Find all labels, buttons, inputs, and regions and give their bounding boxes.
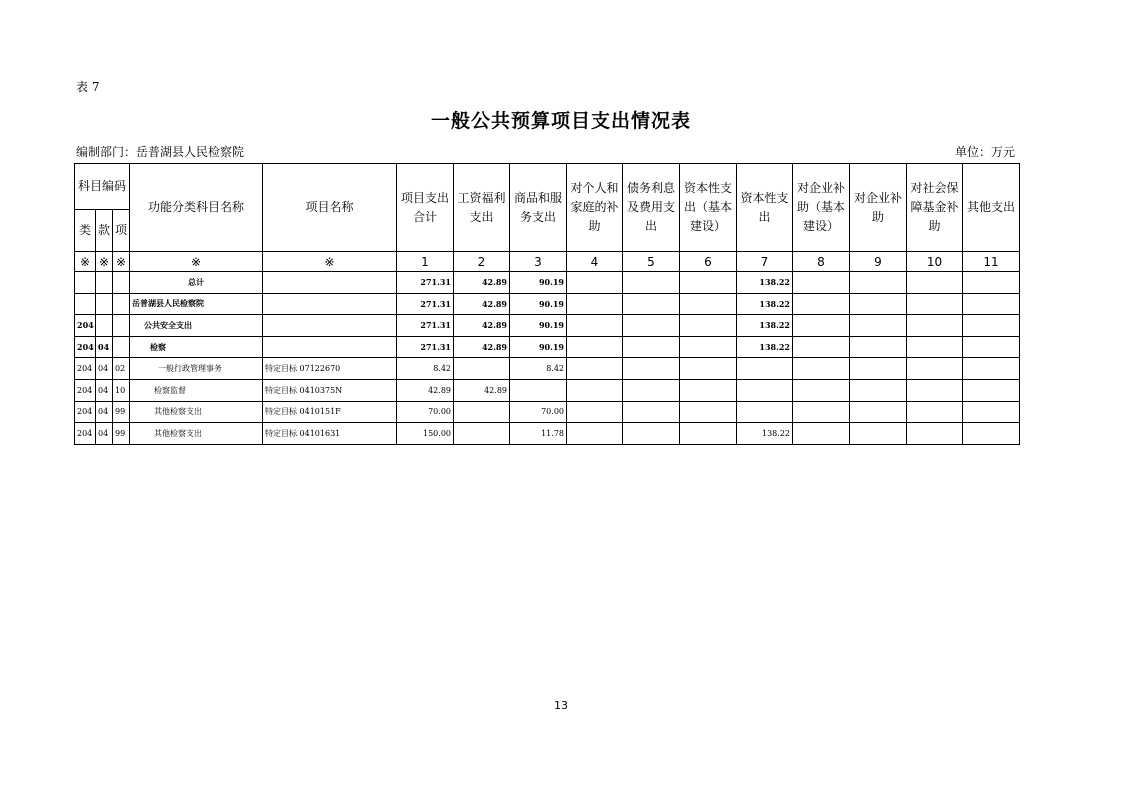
enterprise-subsidy-cell (850, 379, 907, 401)
function-name-cell: 其他检察支出 (130, 423, 263, 445)
table-row (75, 315, 1020, 337)
wage-header: 工资福利支出 (454, 164, 510, 252)
wage-cell: 42.89 (454, 272, 510, 294)
table-number: 表 7 (76, 80, 100, 94)
capital-construction-cell (680, 401, 737, 423)
social-security-cell (907, 423, 963, 445)
social-security-cell (907, 293, 963, 315)
enterprise-construction-cell (793, 358, 850, 380)
total-cell: 150.00 (397, 423, 454, 445)
kuan-header: 款 (96, 210, 113, 252)
goods-cell (510, 379, 567, 401)
household-subsidy-cell (567, 401, 623, 423)
goods-cell: 11.78 (510, 423, 567, 445)
xiang-cell (113, 293, 130, 315)
xiang-header: 项 (113, 210, 130, 252)
capital-construction-header: 资本性支出（基本建设） (680, 164, 737, 252)
wage-cell (454, 401, 510, 423)
enterprise-subsidy-header: 对企业补助 (850, 164, 907, 252)
goods-cell: 8.42 (510, 358, 567, 380)
capital-cell (737, 379, 793, 401)
enterprise-subsidy-cell (850, 401, 907, 423)
table-row (75, 272, 1020, 294)
table-row (75, 379, 1020, 401)
function-name-cell: 岳普湖县人民检察院 (130, 293, 263, 315)
lei-cell: 204 (75, 423, 96, 445)
kuan-cell (96, 272, 113, 294)
enterprise-construction-header: 对企业补助（基本建设） (793, 164, 850, 252)
debt-interest-cell (623, 293, 680, 315)
lei-cell (75, 272, 96, 294)
kuan-cell: 04 (96, 401, 113, 423)
marker-cell: ※ (75, 252, 96, 272)
project-name-cell (263, 336, 397, 358)
table-row (75, 336, 1020, 358)
debt-interest-cell (623, 336, 680, 358)
other-header: 其他支出 (963, 164, 1020, 252)
kuan-cell (96, 293, 113, 315)
capital-construction-cell (680, 423, 737, 445)
debt-interest-cell (623, 423, 680, 445)
marker-cell: ※ (113, 252, 130, 272)
social-security-cell (907, 315, 963, 337)
project-name-cell: 特定目标 0410375N (263, 379, 397, 401)
other-cell (963, 272, 1020, 294)
function-name-cell: 检察 (130, 336, 263, 358)
social-security-cell (907, 401, 963, 423)
function-name-header: 功能分类科目名称 (130, 164, 263, 252)
capital-construction-cell (680, 293, 737, 315)
marker-cell: 7 (737, 252, 793, 272)
debt-interest-cell (623, 315, 680, 337)
marker-cell: 11 (963, 252, 1020, 272)
goods-cell: 90.19 (510, 293, 567, 315)
household-subsidy-header: 对个人和家庭的补助 (567, 164, 623, 252)
capital-cell: 138.22 (737, 336, 793, 358)
marker-cell: 4 (567, 252, 623, 272)
wage-cell (454, 358, 510, 380)
other-cell (963, 358, 1020, 380)
capital-construction-cell (680, 272, 737, 294)
budget-table (74, 163, 1020, 445)
table-row (75, 401, 1020, 423)
xiang-cell: 99 (113, 401, 130, 423)
total-cell: 271.31 (397, 315, 454, 337)
debt-interest-header: 债务利息及费用支出 (623, 164, 680, 252)
capital-construction-cell (680, 315, 737, 337)
enterprise-subsidy-cell (850, 293, 907, 315)
function-name-cell: 其他检察支出 (130, 401, 263, 423)
enterprise-subsidy-cell (850, 336, 907, 358)
department-label: 编制部门：岳普湖县人民检察院 (76, 145, 245, 159)
wage-cell: 42.89 (454, 379, 510, 401)
page-number: 13 (554, 699, 568, 712)
table-row (75, 293, 1020, 315)
capital-cell (737, 358, 793, 380)
project-name-cell: 特定目标 04101631 (263, 423, 397, 445)
other-cell (963, 401, 1020, 423)
header-row (75, 164, 1020, 210)
project-name-cell: 特定目标 07122670 (263, 358, 397, 380)
debt-interest-cell (623, 379, 680, 401)
total-cell: 42.89 (397, 379, 454, 401)
capital-cell: 138.22 (737, 272, 793, 294)
other-cell (963, 336, 1020, 358)
function-name-cell: 总计 (130, 272, 263, 294)
kuan-cell: 04 (96, 379, 113, 401)
social-security-cell (907, 358, 963, 380)
enterprise-construction-cell (793, 423, 850, 445)
lei-header: 类 (75, 210, 96, 252)
household-subsidy-cell (567, 272, 623, 294)
household-subsidy-cell (567, 315, 623, 337)
marker-row (75, 252, 1020, 272)
capital-construction-cell (680, 336, 737, 358)
household-subsidy-cell (567, 379, 623, 401)
capital-construction-cell (680, 379, 737, 401)
page-title: 一般公共预算项目支出情况表 (430, 110, 691, 132)
project-name-cell: 特定目标 0410151F (263, 401, 397, 423)
marker-cell: 2 (454, 252, 510, 272)
xiang-cell: 10 (113, 379, 130, 401)
lei-cell: 204 (75, 379, 96, 401)
goods-cell: 90.19 (510, 336, 567, 358)
social-security-cell (907, 379, 963, 401)
enterprise-construction-cell (793, 272, 850, 294)
capital-cell: 138.22 (737, 293, 793, 315)
household-subsidy-cell (567, 423, 623, 445)
enterprise-construction-cell (793, 315, 850, 337)
lei-cell: 204 (75, 315, 96, 337)
lei-cell (75, 293, 96, 315)
code-group-header: 科目编码 (75, 164, 130, 210)
goods-cell: 90.19 (510, 272, 567, 294)
function-name-cell: 公共安全支出 (130, 315, 263, 337)
debt-interest-cell (623, 358, 680, 380)
marker-cell: 1 (397, 252, 454, 272)
table-row (75, 358, 1020, 380)
total-cell: 271.31 (397, 336, 454, 358)
lei-cell: 204 (75, 401, 96, 423)
total-cell: 271.31 (397, 272, 454, 294)
xiang-cell: 99 (113, 423, 130, 445)
lei-cell: 204 (75, 336, 96, 358)
goods-header: 商品和服务支出 (510, 164, 567, 252)
marker-cell: 5 (623, 252, 680, 272)
other-cell (963, 379, 1020, 401)
other-cell (963, 315, 1020, 337)
marker-cell: 6 (680, 252, 737, 272)
household-subsidy-cell (567, 293, 623, 315)
social-security-header: 对社会保障基金补助 (907, 164, 963, 252)
marker-cell: ※ (96, 252, 113, 272)
kuan-cell: 04 (96, 358, 113, 380)
debt-interest-cell (623, 272, 680, 294)
total-cell: 271.31 (397, 293, 454, 315)
capital-cell (737, 401, 793, 423)
enterprise-subsidy-cell (850, 315, 907, 337)
marker-cell: ※ (263, 252, 397, 272)
function-name-cell: 检察监督 (130, 379, 263, 401)
capital-cell: 138.22 (737, 423, 793, 445)
xiang-cell (113, 272, 130, 294)
capital-cell: 138.22 (737, 315, 793, 337)
other-cell (963, 293, 1020, 315)
project-name-cell (263, 293, 397, 315)
other-cell (963, 423, 1020, 445)
lei-cell: 204 (75, 358, 96, 380)
total-cell: 8.42 (397, 358, 454, 380)
social-security-cell (907, 336, 963, 358)
debt-interest-cell (623, 401, 680, 423)
xiang-cell: 02 (113, 358, 130, 380)
enterprise-construction-cell (793, 336, 850, 358)
social-security-cell (907, 272, 963, 294)
enterprise-construction-cell (793, 401, 850, 423)
enterprise-subsidy-cell (850, 423, 907, 445)
enterprise-subsidy-cell (850, 272, 907, 294)
goods-cell: 90.19 (510, 315, 567, 337)
marker-cell: 9 (850, 252, 907, 272)
household-subsidy-cell (567, 336, 623, 358)
goods-cell: 70.00 (510, 401, 567, 423)
household-subsidy-cell (567, 358, 623, 380)
xiang-cell (113, 315, 130, 337)
wage-cell: 42.89 (454, 336, 510, 358)
marker-cell: ※ (130, 252, 263, 272)
kuan-cell: 04 (96, 423, 113, 445)
marker-cell: 3 (510, 252, 567, 272)
wage-cell: 42.89 (454, 315, 510, 337)
wage-cell (454, 423, 510, 445)
total-header: 项目支出合计 (397, 164, 454, 252)
unit-label: 单位：万元 (954, 145, 1015, 159)
marker-cell: 8 (793, 252, 850, 272)
marker-cell: 10 (907, 252, 963, 272)
project-name-cell (263, 315, 397, 337)
kuan-cell (96, 315, 113, 337)
table-row (75, 423, 1020, 445)
function-name-cell: 一般行政管理事务 (130, 358, 263, 380)
enterprise-construction-cell (793, 293, 850, 315)
capital-header: 资本性支出 (737, 164, 793, 252)
wage-cell: 42.89 (454, 293, 510, 315)
project-name-header: 项目名称 (263, 164, 397, 252)
project-name-cell (263, 272, 397, 294)
enterprise-subsidy-cell (850, 358, 907, 380)
capital-construction-cell (680, 358, 737, 380)
xiang-cell (113, 336, 130, 358)
kuan-cell: 04 (96, 336, 113, 358)
total-cell: 70.00 (397, 401, 454, 423)
enterprise-construction-cell (793, 379, 850, 401)
